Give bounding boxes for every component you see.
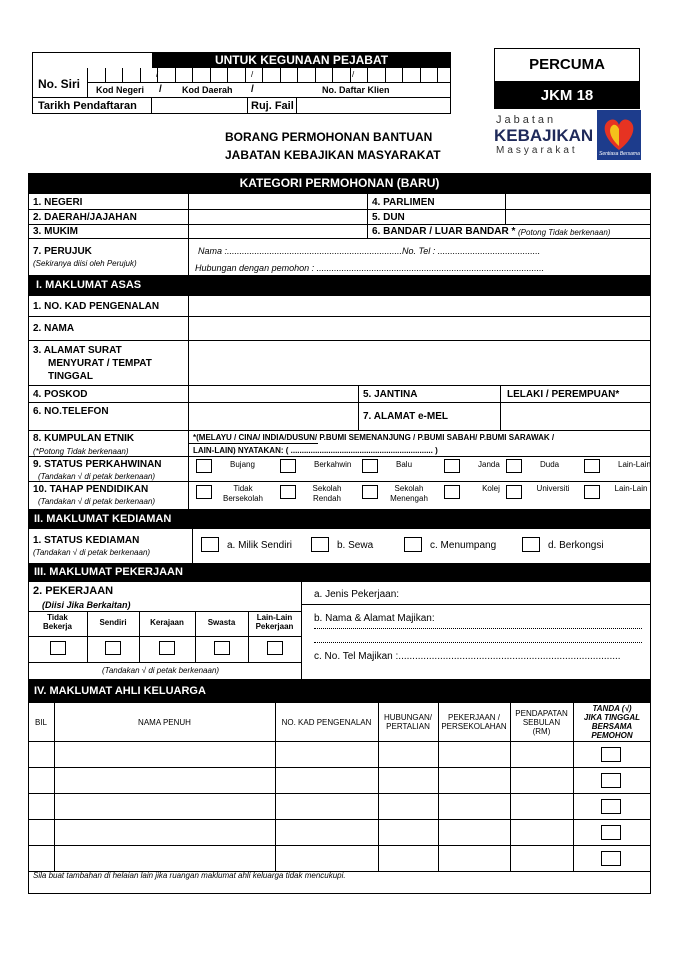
- jantina-label: 5. JANTINA: [363, 389, 418, 400]
- kahwin-option-label: Lain-Lain: [618, 460, 651, 469]
- nama-label: 2. NAMA: [33, 323, 75, 334]
- divider: [188, 443, 318, 444]
- divider: [192, 529, 193, 563]
- didik-checkbox[interactable]: [280, 485, 296, 499]
- divider: [301, 582, 302, 679]
- didik-checkbox[interactable]: [506, 485, 522, 499]
- keluarga-tinggal-checkbox[interactable]: [601, 825, 621, 840]
- didik-option-label: Sekolah: [312, 484, 342, 493]
- office-use-title: UNTUK KEGUNAAN PEJABAT: [152, 52, 451, 68]
- kahwin-note: (Tandakan √ di petak berkenaan): [38, 472, 156, 481]
- siri-digit-cell[interactable]: [245, 68, 246, 82]
- pekerjaan-header: III. MAKLUMAT PEKERJAAN: [28, 563, 651, 582]
- divider: [28, 238, 651, 239]
- alamat-label-2: MENYURAT / TEMPAT: [48, 358, 152, 369]
- siri-digit-cell[interactable]: [367, 68, 368, 82]
- kahwin-option-label: Balu: [396, 460, 413, 469]
- poskod-label: 4. POSKOD: [33, 389, 88, 400]
- negeri-label: 1. NEGERI: [33, 197, 83, 208]
- kediaman-option-label: b. Sewa: [337, 540, 374, 551]
- didik-option-label: Kolej: [482, 484, 500, 493]
- no-siri-label: No. Siri: [38, 77, 81, 91]
- kahwin-option-label: Janda: [478, 460, 500, 469]
- siri-digit-cell[interactable]: [315, 68, 316, 82]
- jantina-options[interactable]: LELAKI / PEREMPUAN*: [507, 389, 620, 400]
- kediaman-note: (Tandakan √ di petak berkenaan): [33, 548, 151, 557]
- divider: [28, 481, 651, 482]
- divider: [28, 845, 651, 846]
- logo-line1: Jabatan: [496, 114, 557, 126]
- pekerjaan-checkbox[interactable]: [105, 641, 121, 655]
- kahwin-label: 9. STATUS PERKAHWINAN: [33, 459, 162, 470]
- alamat-label-3: TINGGAL: [48, 371, 93, 382]
- didik-label: 10. TAHAP PENDIDIKAN: [33, 484, 149, 495]
- divider: [367, 194, 368, 238]
- slash-2: /: [251, 84, 254, 95]
- email-label: 7. ALAMAT e-MEL: [363, 411, 448, 422]
- siri-digit-cell[interactable]: [157, 68, 158, 82]
- didik-note: (Tandakan √ di petak berkenaan): [38, 497, 156, 506]
- divider: [28, 224, 651, 225]
- divider: [28, 402, 651, 403]
- siri-digit-cell[interactable]: [420, 68, 421, 82]
- asas-header: I. MAKLUMAT ASAS: [28, 275, 651, 296]
- majikan-dotted-1[interactable]: [314, 628, 642, 629]
- pekerjaan-col-label: Tidak: [47, 613, 68, 622]
- siri-digit-cell[interactable]: [210, 68, 211, 82]
- kediaman-option-label: a. Milik Sendiri: [227, 540, 293, 551]
- divider: [28, 385, 651, 386]
- etnik-options-2[interactable]: LAIN-LAIN) NYATAKAN: ( ................................................................ ): [193, 446, 438, 455]
- jenis-pekerjaan-label: a. Jenis Pekerjaan:: [314, 589, 400, 600]
- kahwin-option-label: Duda: [540, 460, 560, 469]
- kediaman-status-label: 1. STATUS KEDIAMAN: [33, 535, 140, 546]
- kediaman-checkbox[interactable]: [201, 537, 219, 552]
- keluarga-tinggal-checkbox[interactable]: [601, 747, 621, 762]
- keluarga-col-header: TANDA (√): [592, 704, 632, 713]
- jkm-heart-logo: [597, 110, 641, 160]
- kediaman-header: II. MAKLUMAT KEDIAMAN: [28, 509, 651, 529]
- siri-digit-cell[interactable]: [280, 68, 281, 82]
- keluarga-col-header: NO. KAD PENGENALAN: [281, 717, 372, 727]
- kahwin-checkbox[interactable]: [280, 459, 296, 473]
- pekerjaan-checkbox[interactable]: [50, 641, 66, 655]
- divider: [28, 456, 651, 457]
- siri-digit-cell[interactable]: [262, 68, 263, 82]
- pekerjaan-col-sublabel: Bekerja: [43, 622, 72, 631]
- kediaman-checkbox[interactable]: [522, 537, 540, 552]
- pekerjaan-checkbox[interactable]: [214, 641, 230, 655]
- kahwin-checkbox[interactable]: [584, 459, 600, 473]
- kahwin-checkbox[interactable]: [362, 459, 378, 473]
- kediaman-option-label: d. Berkongsi: [548, 540, 604, 551]
- pekerjaan-col-label: Sendiri: [99, 618, 127, 627]
- kod-negeri-label: Kod Negeri: [96, 85, 145, 95]
- pekerjaan-tick-note: (Tandakan √ di petak berkenaan): [102, 666, 220, 675]
- didik-checkbox[interactable]: [584, 485, 600, 499]
- divider: [28, 767, 651, 768]
- dun-label: 5. DUN: [372, 212, 405, 223]
- divider: [87, 82, 451, 83]
- divider: [28, 340, 651, 341]
- telefon-label: 6. NO.TELEFON: [33, 406, 109, 417]
- siri-digit-cell[interactable]: [87, 68, 88, 82]
- majikan-label: b. Nama & Alamat Majikan:: [314, 613, 435, 624]
- didik-option-label: Sekolah: [394, 484, 424, 493]
- pekerjaan-checkbox[interactable]: [159, 641, 175, 655]
- bandar-label: 6. BANDAR / LUAR BANDAR *: [372, 226, 516, 237]
- keluarga-col-header: (RM): [532, 726, 551, 736]
- divider: [32, 97, 451, 98]
- didik-option-sublabel: Menengah: [390, 494, 428, 503]
- kahwin-checkbox[interactable]: [506, 459, 522, 473]
- daerah-label: 2. DAERAH/JAJAHAN: [33, 212, 137, 223]
- divider: [188, 194, 189, 275]
- tel-majikan-label[interactable]: c. No. Tel Majikan :................................................................................: [314, 651, 621, 662]
- keluarga-col-header: NAMA PENUH: [138, 717, 191, 727]
- divider: [28, 871, 651, 872]
- form-title-2: JABATAN KEBAJIKAN MASYARAKAT: [225, 148, 441, 162]
- etnik-note: (*Potong Tidak berkenaan): [33, 447, 129, 456]
- siri-digit-cell[interactable]: [350, 68, 351, 82]
- kategori-header: KATEGORI PERMOHONAN (BARU): [28, 173, 651, 194]
- logo-line2: KEBAJIKAN: [494, 126, 594, 145]
- divider: [301, 604, 651, 605]
- didik-option-label: Lain-Lain: [614, 484, 648, 493]
- tarikh-label: Tarikh Pendaftaran: [38, 100, 137, 112]
- form-title-1: BORANG PERMOHONAN BANTUAN: [225, 130, 433, 144]
- kahwin-checkbox[interactable]: [196, 459, 212, 473]
- siri-digit-cell[interactable]: [105, 68, 106, 82]
- divider: [28, 430, 651, 431]
- keluarga-col-header: PEKERJAAN /: [447, 713, 500, 722]
- kediaman-checkbox[interactable]: [311, 537, 329, 552]
- alamat-label-1: 3. ALAMAT SURAT: [33, 345, 122, 356]
- siri-digit-cell[interactable]: [175, 68, 176, 82]
- pekerjaan-note: (Diisi Jika Berkaitan): [42, 600, 131, 610]
- divider: [247, 97, 248, 114]
- divider: [28, 793, 651, 794]
- keluarga-col-header: BERSAMA: [591, 722, 633, 731]
- kahwin-option-label: Berkahwin: [314, 460, 352, 469]
- didik-option-label: Universiti: [536, 484, 570, 493]
- perujuk-note: (Sekiranya diisi oleh Perujuk): [33, 259, 137, 268]
- divider: [28, 611, 301, 612]
- logo-tag: Sentiasa Bersama: [599, 151, 640, 157]
- keluarga-tinggal-checkbox[interactable]: [601, 851, 621, 866]
- etnik-label: 8. KUMPULAN ETNIK: [33, 433, 135, 444]
- siri-digit-cell[interactable]: [297, 68, 298, 82]
- kod-daerah-label: Kod Daerah: [182, 85, 233, 95]
- divider: [28, 636, 301, 637]
- pekerjaan-col-sublabel: Pekerjaan: [255, 622, 294, 631]
- siri-digit-cell[interactable]: [402, 68, 403, 82]
- keluarga-col-header: PERTALIAN: [386, 722, 430, 731]
- divider: [28, 209, 651, 210]
- divider: [28, 741, 651, 742]
- divider: [28, 662, 301, 663]
- percuma-label: PERCUMA: [529, 56, 605, 73]
- divider: [296, 97, 297, 114]
- etnik-options-1[interactable]: *(MELAYU / CINA/ INDIA/DUSUN/ P.BUMI SEMENANJUNG / P.BUMI SABAH/ P.BUMI SARAWAK /: [193, 433, 555, 442]
- jkm18-label: JKM 18: [494, 82, 640, 109]
- siri-digit-cell[interactable]: [332, 68, 333, 82]
- keluarga-tinggal-checkbox[interactable]: [601, 773, 621, 788]
- divider: [151, 97, 152, 114]
- didik-option-sublabel: Rendah: [312, 494, 342, 503]
- didik-option-sublabel: Bersekolah: [222, 494, 264, 503]
- logo-line3: Masyarakat: [496, 145, 578, 156]
- kediaman-option-label: c. Menumpang: [430, 540, 497, 551]
- keluarga-col-header: SEBULAN: [522, 717, 561, 727]
- kahwin-checkbox[interactable]: [444, 459, 460, 473]
- ic-label: 1. NO. KAD PENGENALAN: [33, 301, 160, 312]
- divider: [358, 385, 359, 430]
- divider: [500, 385, 501, 430]
- perujuk-nama-line[interactable]: Nama :......................................................................No. Tel : .........................................: [198, 246, 541, 256]
- siri-digit-cell[interactable]: [437, 68, 438, 82]
- perujuk-hubungan-line[interactable]: Hubungan dengan pemohon : ...........................................................................................: [195, 263, 545, 273]
- siri-digit-cell[interactable]: [385, 68, 386, 82]
- keluarga-col-header: PENDAPATAN: [515, 708, 568, 718]
- siri-digit-cell[interactable]: [122, 68, 123, 82]
- bandar-note: (Potong Tidak berkenaan): [518, 228, 611, 237]
- parlimen-label: 4. PARLIMEN: [372, 197, 435, 208]
- kahwin-option-label: Bujang: [230, 460, 255, 469]
- keluarga-col-header: HUBUNGAN/: [383, 713, 432, 722]
- slash-digit-a: /: [156, 70, 159, 79]
- keluarga-col-header: PERSEKOLAHAN: [441, 722, 507, 731]
- divider: [188, 430, 189, 509]
- siri-digit-cell[interactable]: [192, 68, 193, 82]
- ruj-fail-label: Ruj. Fail: [251, 100, 294, 112]
- slash-digit-c: /: [352, 70, 355, 79]
- siri-digit-cell[interactable]: [227, 68, 228, 82]
- didik-option-label: Tidak: [233, 484, 253, 493]
- pekerjaan-col-label: Swasta: [207, 618, 236, 627]
- mukim-label: 3. MUKIM: [33, 226, 78, 237]
- keluarga-footnote: Sila buat tambahan di helaian lain jika ruangan maklumat ahli keluarga tidak mencukupi.: [33, 871, 346, 880]
- no-daftar-label: No. Daftar Klien: [322, 85, 390, 95]
- pekerjaan-checkbox[interactable]: [267, 641, 283, 655]
- keluarga-col-header: PEMOHON: [591, 731, 633, 740]
- keluarga-col-header: JIKA TINGGAL: [583, 713, 641, 722]
- didik-checkbox[interactable]: [444, 485, 460, 499]
- didik-checkbox[interactable]: [362, 485, 378, 499]
- keluarga-tinggal-checkbox[interactable]: [601, 799, 621, 814]
- pekerjaan-label: 2. PEKERJAAN: [33, 585, 114, 597]
- keluarga-header: IV. MAKLUMAT AHLI KELUARGA: [28, 679, 651, 703]
- divider: [28, 316, 651, 317]
- divider: [505, 194, 506, 224]
- divider: [28, 819, 651, 820]
- siri-digit-cell[interactable]: [140, 68, 141, 82]
- didik-checkbox[interactable]: [196, 485, 212, 499]
- perujuk-label: 7. PERUJUK: [33, 246, 92, 257]
- majikan-dotted-2[interactable]: [314, 642, 642, 643]
- kediaman-checkbox[interactable]: [404, 537, 422, 552]
- slash-digit-b: /: [251, 70, 254, 79]
- pekerjaan-col-label: Kerajaan: [150, 618, 184, 627]
- keluarga-col-header: BIL: [34, 717, 47, 727]
- slash-1: /: [159, 84, 162, 95]
- pekerjaan-col-label: Lain-Lain: [256, 613, 293, 622]
